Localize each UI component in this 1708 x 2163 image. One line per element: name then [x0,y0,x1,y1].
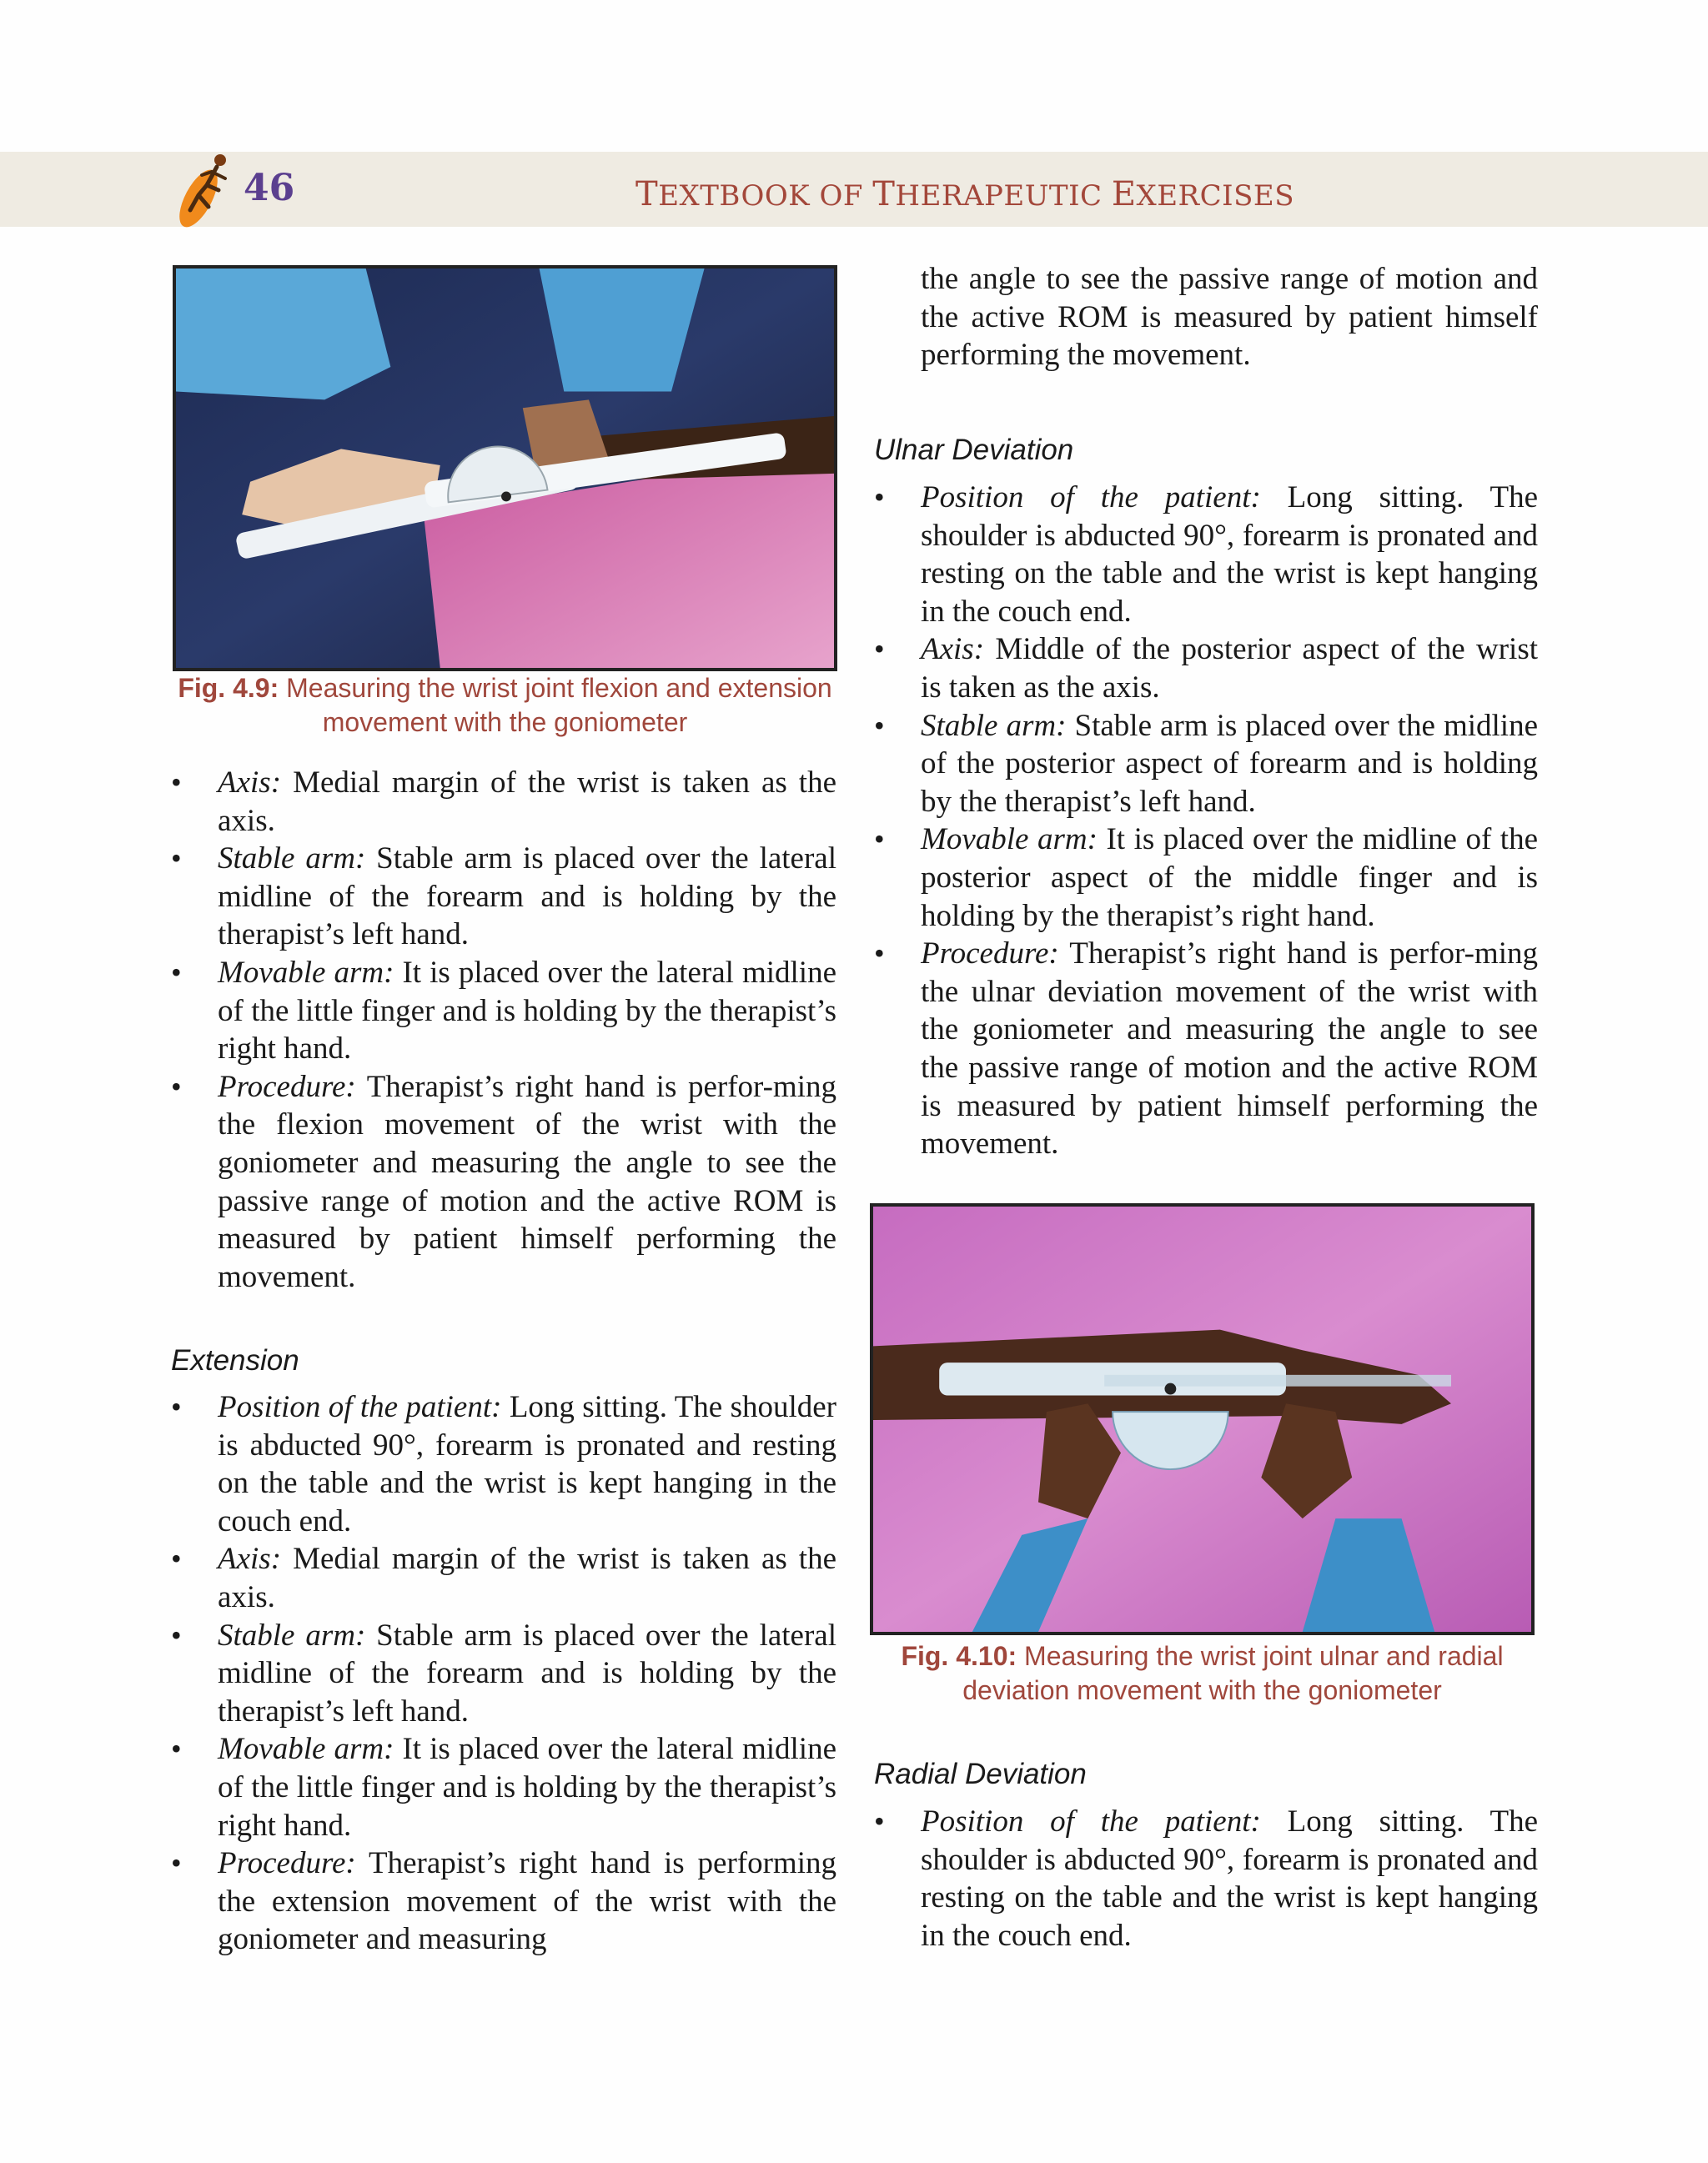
list-item: • Position of the patient: Long sitting. The shoulder is abducted 90°, forearm is pronated and resting on the table and the wrist is kept hanging in the couch end. [874,479,1538,630]
left-bullet-list-1 [171,764,836,1296]
figure-4-9-caption [173,671,837,740]
ulnar-deviation-heading: Ulnar Deviation [874,434,1074,466]
page-number: 46 [244,167,295,209]
left-bullet-list-2 [171,1388,836,1959]
list-item: • Position of the patient: Long sitting. The shoulder is abducted 90°, forearm is pronated and resting on the table and the wrist is kept hanging in the couch end. [171,1388,836,1540]
radial-deviation-heading: Radial Deviation [874,1758,1087,1790]
figure-caption-text: Measuring the wrist joint ulnar and radial deviation movement with the goniometer [962,1641,1504,1705]
figure-caption-text: Measuring the wrist joint flexion and extension movement with the goniometer [286,673,832,737]
figure-4-10-caption [870,1639,1535,1708]
list-item: • Position of the patient: Long sitting. The shoulder is abducted 90°, forearm is pronated and resting on the table and the wrist is kept hanging in the couch end. [874,1803,1538,1955]
right-bullet-list-2 [874,1803,1538,1955]
figure-4-10-photo [870,1203,1535,1635]
list-item: • Movable arm: It is placed over the lateral midline of the little finger and is holding by the therapist’s right hand. [171,954,836,1068]
list-item: • Procedure: Therapist’s right hand is performing the extension movement of the wrist with the goniometer and measuring [171,1844,836,1959]
list-item: • Stable arm: Stable arm is placed over the lateral midline of the forearm and is holding by the therapist’s left hand. [171,840,836,954]
figure-4-9-photo [173,265,837,671]
continuation-paragraph: the angle to see the passive range of motion and the active ROM is measured by patient himself performing the movement. [921,262,1538,373]
list-item: • Movable arm: It is placed over the lateral midline of the little finger and is holding by the therapist’s right hand. [171,1730,836,1844]
book-title: TEXTBOOK OF THERAPEUTIC EXERCISES [635,175,1295,213]
list-item: • Stable arm: Stable arm is placed over the midline of the posterior aspect of forearm and is holding by the therapist’s left hand. [874,707,1538,821]
list-item: • Stable arm: Stable arm is placed over the lateral midline of the forearm and is holding by the therapist’s left hand. [171,1617,836,1731]
list-item: • Movable arm: It is placed over the midline of the posterior aspect of the middle finger and is holding by the therapist’s right hand. [874,821,1538,935]
list-item: • Axis: Middle of the posterior aspect of the wrist is taken as the axis. [874,630,1538,706]
list-item: • Procedure: Therapist’s right hand is perfor-ming the flexion movement of the wrist with the goniometer and measuring the angle to see the passive range of motion and the active ROM is measured by patient himself performing the movement. [171,1068,836,1297]
list-item: • Procedure: Therapist’s right hand is perfor-ming the ulnar deviation movement of the wrist with the goniometer and measuring the angle to see the passive range of motion and the active ROM is measured by patient himself performing the movement. [874,935,1538,1163]
right-bullet-list-1 [874,479,1538,1163]
figure-label: Fig. 4.9: [178,673,279,703]
list-item: • Axis: Medial margin of the wrist is taken as the axis. [171,764,836,840]
list-item: • Axis: Medial margin of the wrist is taken as the axis. [171,1540,836,1616]
extension-heading: Extension [171,1344,299,1377]
runner-logo-icon [165,147,240,230]
figure-label: Fig. 4.10: [901,1641,1017,1671]
